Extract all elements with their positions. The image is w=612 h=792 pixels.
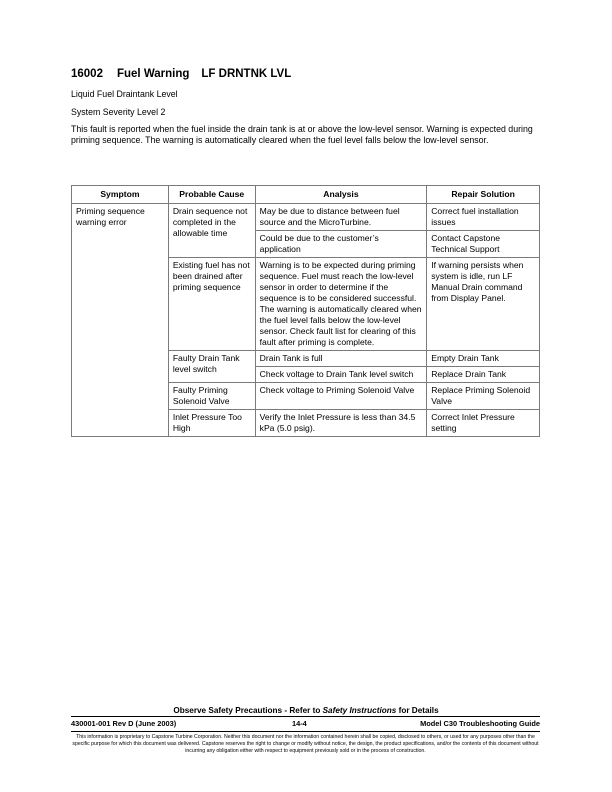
safety-notice	[0, 706, 612, 715]
repair-cell: Replace Priming Solenoid Valve	[427, 383, 540, 410]
analysis-cell: Could be due to the customer’s application	[255, 231, 427, 258]
analysis-cell: Check voltage to Drain Tank level switch	[255, 367, 427, 383]
page-number: 14-4	[292, 719, 307, 728]
doc-number: 430001-001 Rev D (June 2003)	[71, 719, 177, 728]
header-repair-solution: Repair Solution	[427, 186, 540, 204]
analysis-cell: Check voltage to Priming Solenoid Valve	[255, 383, 427, 410]
safety-suffix: for Details	[396, 706, 439, 715]
fault-subtitle: Liquid Fuel Draintank Level	[71, 89, 178, 99]
analysis-cell: Warning is to be expected during priming sequence. Fuel must reach the low-level sensor in order to determine if the sequence is to be considered successful. The warning is automatically cleared when the fuel level falls below the low-level sensor. Check fault list for clearing of this fault after priming is complete.	[255, 258, 427, 351]
severity-level: System Severity Level 2	[71, 107, 166, 117]
repair-cell: If warning persists when system is idle, run LF Manual Drain command from Display Panel.	[427, 258, 540, 351]
repair-cell: Correct Inlet Pressure setting	[427, 410, 540, 437]
repair-cell: Contact Capstone Technical Support	[427, 231, 540, 258]
table-row	[72, 204, 540, 231]
cause-cell: Drain sequence not completed in the allowable time	[168, 204, 255, 258]
header-analysis: Analysis	[255, 186, 427, 204]
safety-instructions-ref: Safety Instructions	[322, 706, 397, 715]
analysis-cell: Verify the Inlet Pressure is less than 34.5 kPa (5.0 psig).	[255, 410, 427, 437]
fault-name: Fuel Warning	[116, 68, 190, 80]
analysis-cell: Drain Tank is full	[255, 351, 427, 367]
repair-cell: Correct fuel installation issues	[427, 204, 540, 231]
footer-divider-bottom	[71, 731, 540, 732]
cause-cell: Faulty Priming Solenoid Valve	[168, 383, 255, 410]
proprietary-disclaimer: This information is proprietary to Capstone Turbine Corporation. Neither this document nor the information contained herein shall be copied, disclosed to others, or used for any purposes other than the specific purpose for which this document was delivered. Capstone reserves the right to change or modify without notice, the design, the product specifications, and/or the contents of this document without incurring any obligation either with respect to equipment previously sold or in the process of construction.	[72, 734, 539, 754]
safety-prefix: Observe Safety Precautions - Refer to	[173, 706, 323, 715]
symptom-cell: Priming sequence warning error	[72, 204, 169, 437]
troubleshooting-table	[71, 185, 540, 437]
fault-heading	[71, 68, 291, 80]
repair-cell: Empty Drain Tank	[427, 351, 540, 367]
cause-cell: Existing fuel has not been drained after priming sequence	[168, 258, 255, 351]
table-header-row	[72, 186, 540, 204]
cause-cell: Faulty Drain Tank level switch	[168, 351, 255, 383]
analysis-cell: May be due to distance between fuel source and the MicroTurbine.	[255, 204, 427, 231]
header-symptom: Symptom	[72, 186, 169, 204]
manual-title: Model C30 Troubleshooting Guide	[420, 719, 540, 728]
fault-tag: LF DRNTNK LVL	[201, 68, 292, 80]
header-probable-cause: Probable Cause	[168, 186, 255, 204]
footer-divider-top	[71, 716, 540, 717]
repair-cell: Replace Drain Tank	[427, 367, 540, 383]
cause-cell: Inlet Pressure Too High	[168, 410, 255, 437]
fault-code: 16002	[71, 68, 103, 80]
fault-description: This fault is reported when the fuel inside the drain tank is at or above the low-level sensor. Warning is expected during priming sequence. The warning is automatically cleared when the fuel level falls below the low-level sensor.	[71, 124, 533, 145]
